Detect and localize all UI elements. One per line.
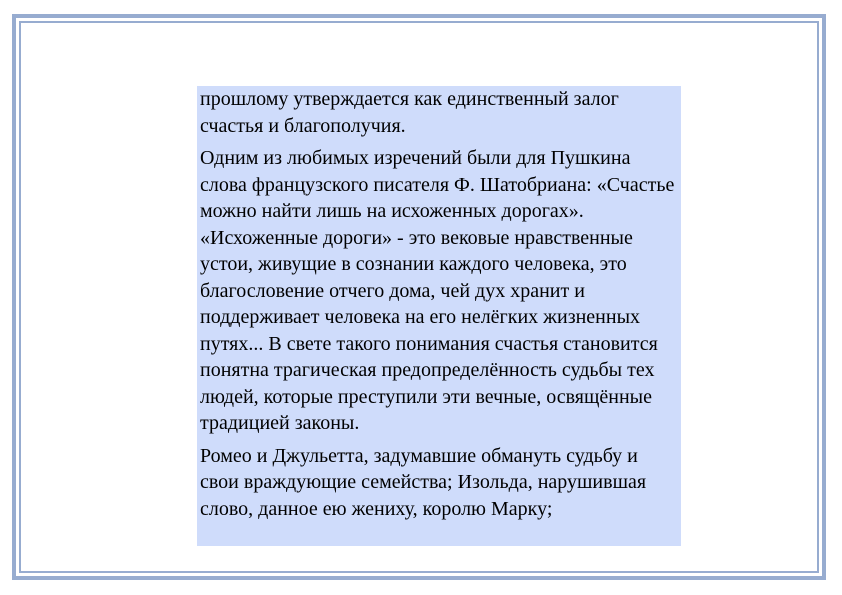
- paragraph-3: Ромео и Джульетта, задумавшие обмануть судьбу и свои враждующие семейства; Изольда, нарушившая слово, данное ею жениху, королю Марку;: [200, 444, 647, 520]
- text-box: [197, 86, 681, 546]
- paragraph-1: прошлому утверждается как единственный залог счастья и благополучия.: [200, 88, 619, 137]
- paragraph-2: Одним из любимых изречений были для Пушкина слова французского писателя Ф. Шатобриана: «Счастье можно найти лишь на исхоженных дорогах». «Исхоженные дороги» - это вековые нравственные устои, живущие в сознании каждого человека, это благословение отчего дома, чей дух хранит и поддерживает человека на его нелёгких жизненных путях... В свете такого понимания счастья становится понятна трагическая предопределённость судьбы тех людей, которые преступили эти вечные, освящённые традицией законы.: [200, 147, 675, 434]
